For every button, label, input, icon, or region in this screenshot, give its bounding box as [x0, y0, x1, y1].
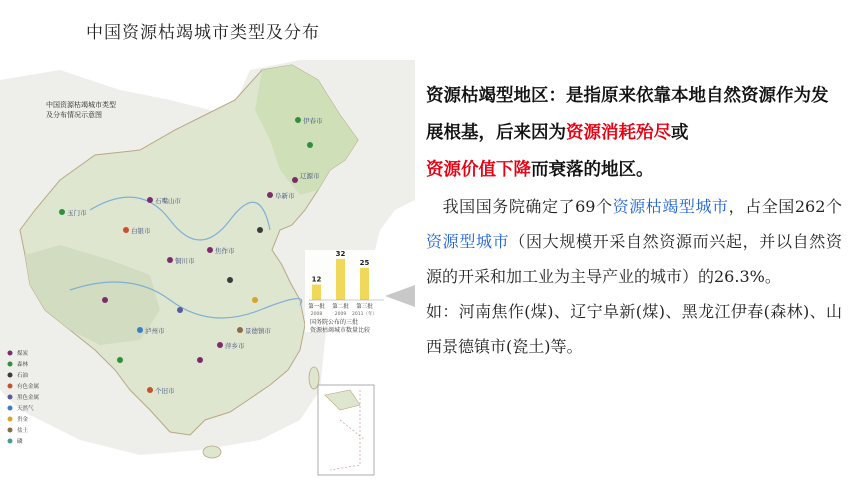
map-title-line2: 及分布情况示意图 — [46, 111, 102, 119]
city-dot — [252, 297, 258, 303]
bar — [336, 259, 345, 300]
map-svg — [0, 60, 415, 480]
legend-label: 有色金属 — [17, 384, 40, 390]
legend-swatch — [8, 417, 13, 422]
body-paragraph-1 — [426, 189, 842, 294]
bar — [360, 268, 369, 300]
city-dot — [295, 117, 301, 123]
city-label: 辽源市 — [300, 172, 320, 180]
legend-swatch — [8, 406, 13, 411]
legend-swatch — [8, 362, 13, 367]
map-title-line1: 中国资源枯竭城市类型 — [46, 101, 116, 109]
city-dot — [292, 177, 298, 183]
year-label: 2008 — [310, 312, 323, 317]
text-panel — [426, 78, 842, 364]
legend-swatch — [8, 351, 13, 356]
body-highlight-2: 资源型城市 — [426, 232, 510, 251]
year-label: 2011（年） — [352, 312, 377, 317]
city-dot — [117, 357, 123, 363]
city-label: 个旧市 — [155, 387, 175, 395]
city-dot — [267, 192, 273, 198]
category-label: 第一批 — [308, 304, 325, 310]
city-label: 伊春市 — [303, 117, 323, 125]
legend-label: 煤炭 — [17, 351, 29, 357]
legend-label: 黑色金属 — [17, 395, 40, 401]
chart-caption-line2: 资源枯竭城市数量比较 — [310, 327, 371, 334]
city-dot — [167, 257, 173, 263]
city-label: 铜川市 — [175, 257, 195, 265]
legend-swatch — [8, 428, 13, 433]
city-dot — [137, 327, 143, 333]
chart-caption-line1: 国务院公布的三批 — [310, 319, 359, 326]
city-label: 景德镇市 — [245, 327, 271, 335]
hainan-island — [203, 446, 221, 458]
legend-label: 贵金 — [17, 417, 29, 423]
city-label: 阜新市 — [275, 192, 295, 200]
city-dot — [147, 387, 153, 393]
china-resource-city-map — [0, 60, 415, 480]
city-dot — [177, 307, 183, 313]
bar-value-label: 32 — [335, 249, 346, 258]
legend-swatch — [8, 384, 13, 389]
city-dot — [59, 209, 65, 215]
body-paragraph-2 — [426, 294, 842, 364]
city-dot — [147, 197, 153, 203]
category-label: 第二批 — [332, 304, 349, 310]
city-label: 玉门市 — [67, 209, 87, 217]
city-label: 石嘴山市 — [155, 197, 181, 205]
body-text-1a: 我国国务院确定了69个 — [442, 197, 613, 216]
slide-title: 中国资源枯竭城市类型及分布 — [86, 23, 320, 43]
body-text-1b: ，占全国262个 — [728, 197, 842, 216]
city-dot — [237, 327, 243, 333]
legend-label: 天然气 — [17, 406, 34, 412]
definition-text-2: 或 — [671, 123, 689, 143]
legend-label: 森林 — [17, 362, 29, 368]
legend-label: 石油 — [17, 373, 29, 379]
body-text-1c: （因大规模开采自然资源而兴起，并以自然资源的开采和加工业为主导产业的城市）的26.3%。 — [426, 232, 842, 286]
city-dot — [102, 297, 108, 303]
city-dot — [217, 342, 223, 348]
city-dot — [257, 227, 263, 233]
definition-paragraph — [426, 78, 842, 189]
definition-highlight-2: 资源价值下降 — [426, 160, 531, 180]
city-label: 白银市 — [131, 227, 151, 235]
bar — [312, 285, 321, 300]
bar-value-label: 12 — [311, 275, 322, 284]
year-label: 2009 — [334, 312, 347, 317]
city-dot — [197, 357, 203, 363]
city-dot — [123, 227, 129, 233]
legend-swatch — [8, 395, 13, 400]
taiwan-island — [309, 367, 319, 389]
city-label: 萍乡市 — [225, 342, 245, 350]
city-dot — [227, 277, 233, 283]
city-label: 焦作市 — [215, 247, 235, 255]
legend-label: 盐土 — [17, 428, 29, 434]
city-label: 泸州市 — [145, 327, 165, 335]
definition-text-1: 资源枯竭型地区：是指原来依靠本地自然资源作为发展根基，后来因为 — [426, 86, 829, 143]
legend-label: 磷 — [17, 439, 23, 445]
city-dot — [207, 247, 213, 253]
bar-value-label: 25 — [359, 258, 370, 267]
body-highlight-1: 资源枯竭型城市 — [612, 197, 729, 216]
definition-text-3: 而衰落的地区。 — [531, 160, 654, 180]
definition-highlight-1: 资源消耗殆尽 — [566, 123, 671, 143]
city-dot — [307, 142, 313, 148]
category-label: 第三批 — [356, 304, 373, 310]
body-text-2: 如：河南焦作(煤)、辽宁阜新(煤)、黑龙江伊春(森林)、山西景德镇市(瓷土)等。 — [426, 302, 842, 356]
legend-swatch — [8, 439, 13, 444]
legend-swatch — [8, 373, 13, 378]
